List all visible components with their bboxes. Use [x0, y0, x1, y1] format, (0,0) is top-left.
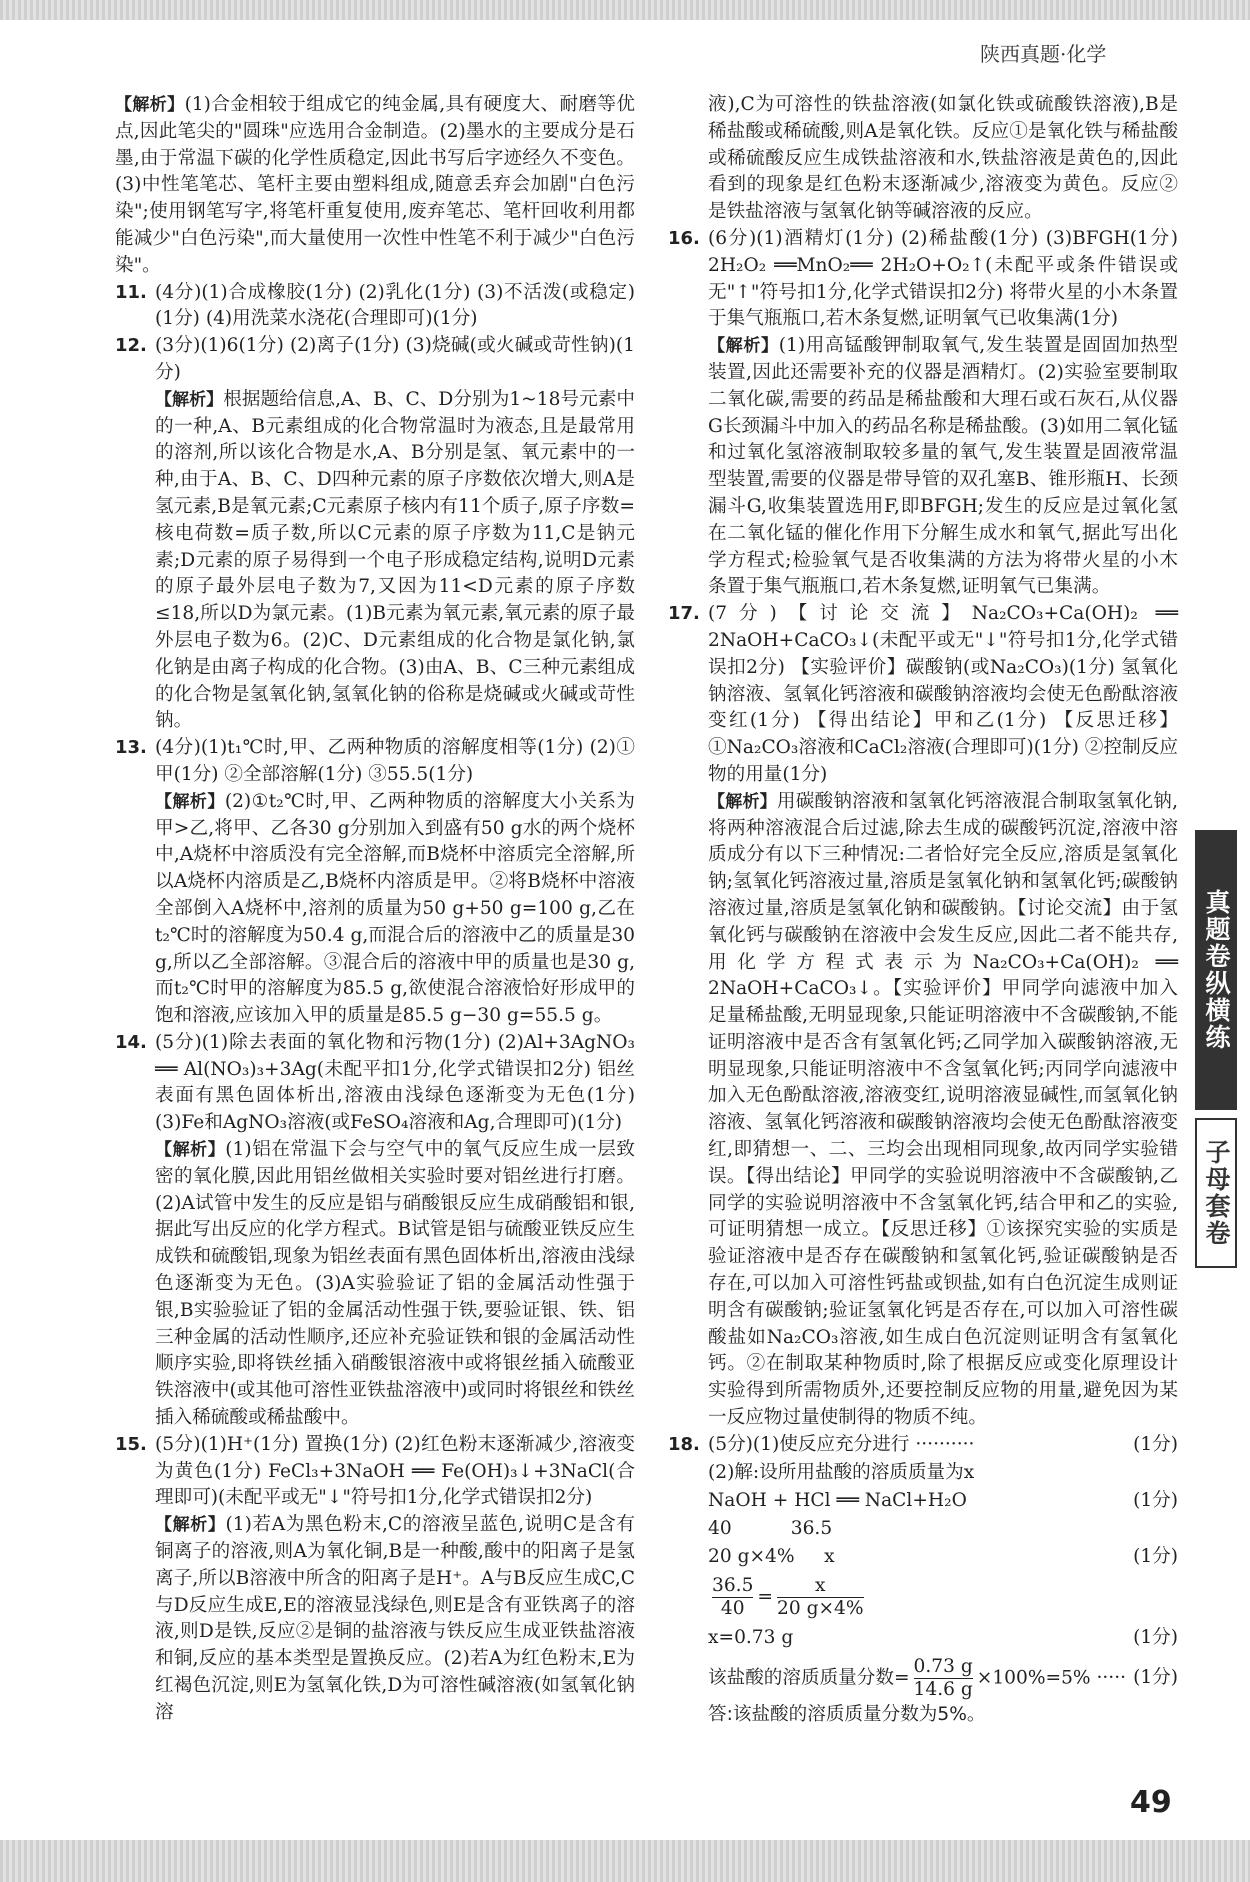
q18-answer: 18. (5分)(1)使反应充分进行 ·········· (1分) — [668, 1433, 1178, 1455]
q12-answer: 12. (3分)(1)6(1分) (2)离子(1分) (3)烧碱(或火碱或苛性钠)(1分) — [115, 335, 635, 383]
q18-ratio: $\frac{36.5}{40}$ = $\frac{x}{20 g\times 4\%}$ — [712, 1574, 864, 1619]
q18-setup: (2)解:设所用盐酸的溶质质量为x — [708, 1461, 975, 1483]
q16-answer: 16. (6分)(1)酒精灯(1分) (2)稀盐酸(1分) (3)BFGH(1分) 2H₂O₂ ══MnO₂══ 2H₂O+O₂↑(未配平或条件错误或无"↑"符号扣1分,化学式错误扣2分) 将带火星的小木条置于集气瓶瓶口,若木条复燃,证明氧气已收集满(1分) — [668, 227, 1178, 330]
q12-analysis: 【解析】根据题给信息,A、B、C、D分别为1~18号元素中的一种,A、B元素组成的化合物常温时为液态,且是最常用的溶剂,所以该化合物是水,A、B分别是氢、氧元素中的一种,由于A、B、C、D四种元素的原子序数依次增大,则A是氢元素,B是氧元素;C元素原子核内有11个质子,原子序数=核电荷数=质子数,所以C元素的原子序数为11,C是钠元素;D元素的原子易得到一个电子形成稳定结构,说明D元素的原子最外层电子数为7,又因为11<D元素的原子序数≤18,所以D为氯元素。(1)B元素为氧元素,氧元素的原子最外层电子数为6。(2)C、D元素组成的化合物是氯化钠,氯化钠是由离子构成的化合物。(3)由A、B、C三种元素组成的化合物是氢氧化钠,氢氧化钠的俗称是烧碱或火碱或苛性钠。 — [155, 388, 635, 732]
q14-answer: 14. (5分)(1)除去表面的氧化物和污物(1分) (2)Al+3AgNO₃ ══ Al(NO₃)₃+3Ag(未配平扣1分,化学式错误扣2分) 铝丝表面有黑色固体析出,溶液由浅绿色逐渐变为无色(1分) (3)Fe和AgNO₃溶液(或FeSO₄溶液和Ag,合理即可)(1分) — [115, 1031, 635, 1134]
q18-calculation: (2)解:设所用盐酸的溶质质量为x NaOH + HCl ══ NaCl+H₂O (1分) 40 36.5 20 g×4% x (1分) $\frac{36.5}{40}$ = $\frac{x}{20 g\times 4\%}$ x=0.73 g (1分) 该盐酸的溶质质量分数= $\frac{0.73 g}{14.6 g}$ ×100%=5% ····· (1分) 答:该盐酸的溶质质量分数为5%。 — [668, 1459, 1178, 1729]
q18-final-answer: 答:该盐酸的溶质质量分数为5%。 — [708, 1703, 986, 1725]
q14-analysis: 【解析】(1)铝在常温下会与空气中的氧气反应生成一层致密的氧化膜,因此用铝丝做相关实验时要对铝丝进行打磨。(2)A试管中发生的反应是铝与硝酸银反应生成硝酸铝和银,据此写出反应的化学方程式。B试管是铝与硫酸亚铁反应生成铁和硫酸铝,现象为铝丝表面有黑色固体析出,溶液由浅绿色逐渐变为无色。(3)A实验验证了铝的金属活动性强于银,B实验验证了铝的金属活动性强于铁,要验证银、铁、铝三种金属的活动性顺序,还应补充验证铁和银的金属活动性顺序实验,即将铁丝插入硝酸银溶液中或将银丝插入硫酸亚铁溶液中(或其他可溶性亚铁盐溶液中)或同时将银丝和铁丝插入稀硫酸或稀盐酸中。 — [155, 1139, 635, 1429]
q13-answer: 13. (4分)(1)t₁℃时,甲、乙两种物质的溶解度相等(1分) (2)①甲(1分) ②全部溶解(1分) ③55.5(1分) — [115, 737, 635, 785]
q16-analysis: 【解析】(1)用高锰酸钾制取氧气,发生装置是固固加热型装置,因此还需要补充的仪器是酒精灯。(2)实验室要制取二氧化碳,需要的药品是稀盐酸和大理石或石灰石,从仪器G长颈漏斗中加入的药品名称是稀盐酸。(3)如用二氧化锰和过氧化氢溶液制取较多量的氧气,发生装置是固液常温型装置,需要的仪器是带导管的双孔塞B、锥形瓶H、长颈漏斗G,收集装置选用F,即BFGH;发生的反应是过氧化氢在二氧化锰的催化作用下分解生成水和氧气,据此写出化学方程式;检验氧气是否收集满的方法为将带火星的小木条置于集气瓶瓶口,若木条复燃,证明氧气已集满。 — [708, 335, 1179, 598]
top-border — [0, 0, 1250, 20]
left-column — [115, 92, 635, 1727]
q17-analysis: 【解析】用碳酸钠溶液和氢氧化钙溶液混合制取氢氧化钠,将两种溶液混合后过滤,除去生成的碳酸钙沉淀,溶液中溶质成分有以下三种情况:二者恰好完全反应,溶质是氢氧化钠;氢氧化钙溶液过量,溶质是氢氧化钠和氢氧化钙;碳酸钠溶液过量,溶质是氢氧化钠和碳酸钠。【讨论交流】由于氢氧化钙与碳酸钠在溶液中会发生反应,因此二者不能共存,用化学方程式表示为Na₂CO₃+Ca(OH)₂ ══ 2NaOH+CaCO₃↓。【实验评价】甲同学向滤液中加入足量稀盐酸,无明显现象,只能证明溶液中不含碳酸钠,不能证明溶液中是否含有氢氧化钙;乙同学加入碳酸钠溶液,无明显现象,只能证明溶液中不含氢氧化钙;丙同学向滤液中加入无色酚酞溶液,溶液变红,说明溶液显碱性,而氢氧化钠溶液、氢氧化钙溶液和碳酸钠溶液均会使无色酚酞溶液变红,即猜想一、二、三均会出现相同现象,故丙同学实验错误。【得出结论】甲同学的实验说明溶液中不含碳酸钠,乙同学的实验说明溶液中不含氢氧化钙,结合甲和乙的实验,可证明猜想一成立。【反思迁移】①该探究实验的实质是验证溶液中是否存在碳酸钠和氢氧化钙,验证碳酸钠是否存在,可以加入可溶性钙盐或钡盐,如有白色沉淀生成则证明含有碳酸钠;验证氢氧化钙是否存在,可以加入可溶性碳酸盐如Na₂CO₃溶液,如生成白色沉淀则证明含有氢氧化钙。②在制取某种物质时,除了根据反应或变化原理设计实验得到所需物质外,还要控制反应物的用量,避免因为某一反应物过量使制得的物质不纯。 — [708, 790, 1178, 1429]
bottom-border — [0, 1840, 1250, 1882]
q15-analysis-cont: 液),C为可溶性的铁盐溶液(如氯化铁或硫酸铁溶液),B是稀盐酸或稀硫酸,则A是氧化铁。反应①是氧化铁与稀盐酸或稀硫酸反应生成铁盐溶液和水,铁盐溶液是黄色的,因此看到的现象是红色粉末逐渐减少,溶液变为黄色。反应②是铁盐溶液与氢氧化钠等碱溶液的反应。 — [708, 94, 1178, 223]
q18-mass-row2: 20 g×4% x — [708, 1545, 835, 1567]
analysis-tag: 【解析】 — [115, 95, 185, 115]
q18-x-value: x=0.73 g — [708, 1626, 794, 1648]
q17-answer: 17. (7分)【讨论交流】Na₂CO₃+Ca(OH)₂ ══ 2NaOH+CaCO₃↓(未配平或无"↓"符号扣1分,化学式错误扣2分) 【实验评价】碳酸钠(或Na₂CO₃)(1分) 氢氧化钠溶液、氢氧化钙溶液和碳酸钠溶液均会使无色酚酞溶液变红(1分) 【得出结论】甲和乙(1分) 【反思迁移】①Na₂CO₃溶液和CaCl₂溶液(合理即可)(1分) ②控制反应物的用量(1分) — [668, 603, 1178, 785]
q15-answer: 15. (5分)(1)H⁺(1分) 置换(1分) (2)红色粉末逐渐减少,溶液变为黄色(1分) FeCl₃+3NaOH ══ Fe(OH)₃↓+3NaCl(合理即可)(未配平或无"↓"符号扣1分,化学式错误扣2分) — [115, 1433, 635, 1509]
q18-equation: NaOH + HCl ══ NaCl+H₂O — [708, 1489, 967, 1511]
q18-percentage: 该盐酸的溶质质量分数= $\frac{0.73 g}{14.6 g}$ ×100%=5% ····· — [708, 1655, 1127, 1700]
q13-analysis: 【解析】(2)①t₂℃时,甲、乙两种物质的溶解度大小关系为甲>乙,将甲、乙各30 g分别加入到盛有50 g水的两个烧杯中,A烧杯中溶质没有完全溶解,而B烧杯中溶质完全溶解,所以A烧杯内溶质是乙,B烧杯内溶质是甲。②将B烧杯中溶液全部倒入A烧杯中,溶剂的质量为50 g+50 g=100 g,乙在t₂℃时的溶解度为50.4 g,而混合后的溶液中乙的质量是30 g,所以乙全部溶解。③混合后的溶液中甲的质量也是30 g,而t₂℃时甲的溶解度为85.5 g,欲使混合溶液恰好形成甲的饱和溶液,应该加入甲的质量是85.5 g−30 g=55.5 g。 — [155, 790, 636, 1027]
q10-analysis: 【解析】(1)合金相较于组成它的纯金属,具有硬度大、耐磨等优点,因此笔尖的"圆珠"应选用合金制造。(2)墨水的主要成分是石墨,由于常温下碳的化学性质稳定,因此书写后字迹经久不变色。(3)中性笔笔芯、笔杆主要由塑料组成,随意丢弃会加剧"白色污染";使用钢笔写字,将笔杆重复使用,废弃笔芯、笔杆回收利用都能减少"白色污染",而大量使用一次性中性笔不利于减少"白色污染"。 — [115, 94, 636, 276]
q18-mass-row1: 40 36.5 — [708, 1517, 833, 1539]
right-column — [668, 92, 1178, 1729]
page-number: 49 — [1130, 1785, 1172, 1820]
q15-analysis: 【解析】(1)若A为黑色粉末,C的溶液呈蓝色,说明C是含有铜离子的溶液,则A为氧化铜,B是一种酸,酸中的阳离子是氢离子,所以B溶液中所含的阳离子是H⁺。A与B反应生成C,C与D反应生成E,E的溶液显浅绿色,则E是含有亚铁离子的溶液,则D是铁,反应②是铜的盐溶液与铁反应生成亚铁盐溶液和铜,反应的基本类型是置换反应。(2)若A为红色粉末,E为红褐色沉淀,则E为氢氧化铁,D为可溶性碱溶液(如氢氧化钠溶 — [155, 1514, 636, 1723]
side-tab-zimu: 子母套卷 — [1195, 1118, 1237, 1268]
side-tab-zhenti: 真题卷纵横练 — [1195, 830, 1237, 1110]
page-header: 陕西真题·化学 — [980, 42, 1107, 66]
q11-answer: 11. (4分)(1)合成橡胶(1分) (2)乳化(1分) (3)不活泼(或稳定)(1分) (4)用洗菜水浇花(合理即可)(1分) — [115, 281, 635, 330]
